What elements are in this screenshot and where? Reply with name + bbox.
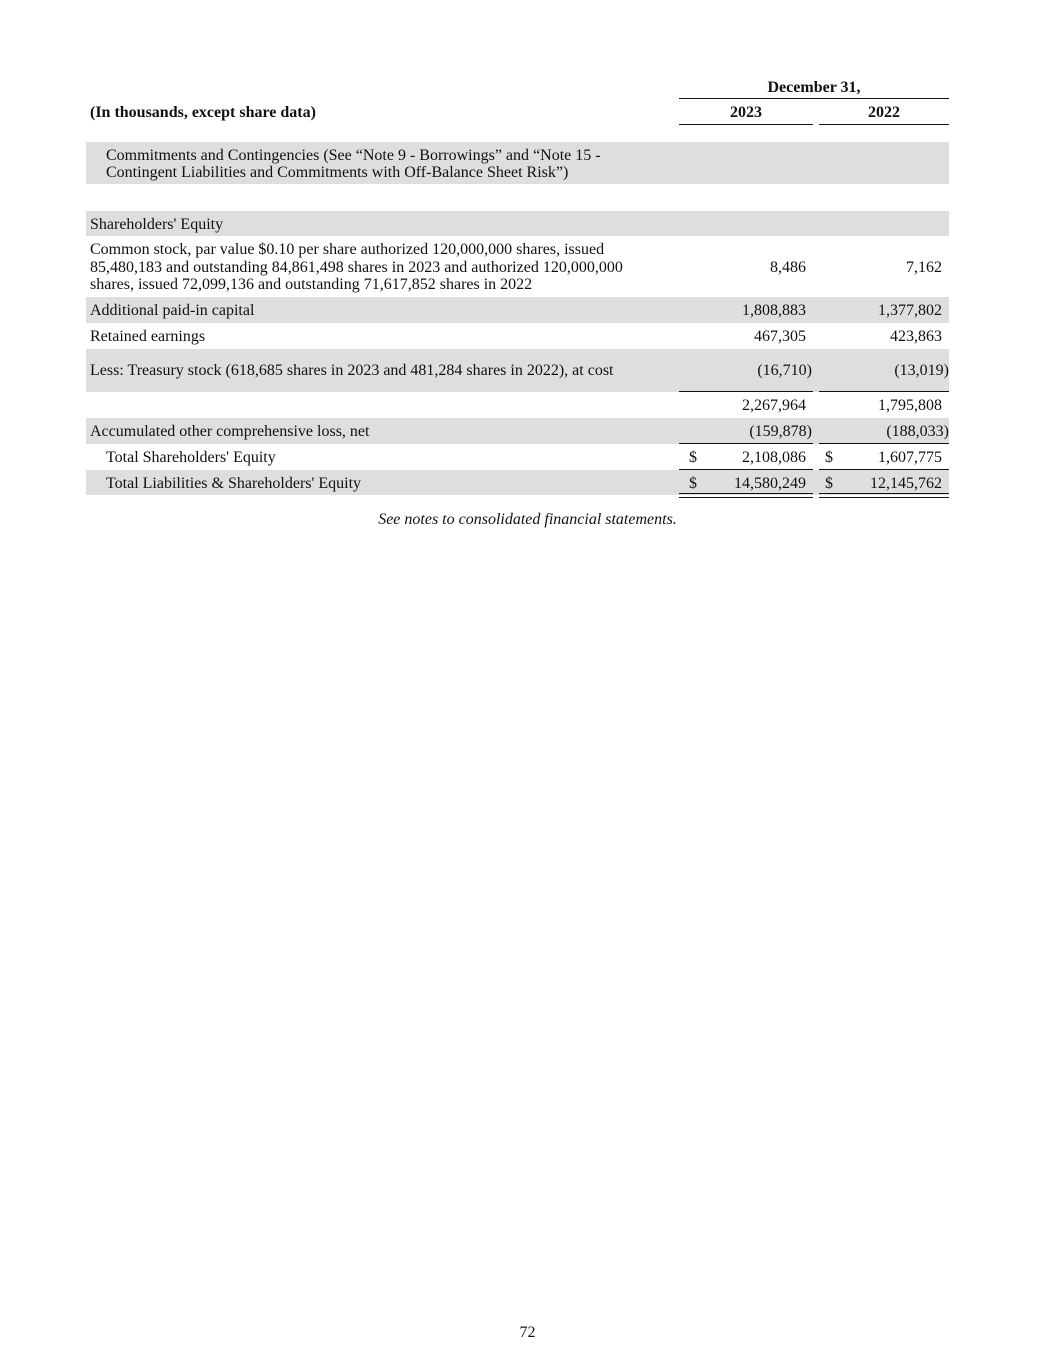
total-double-rule-2023 xyxy=(679,493,813,498)
header-rule xyxy=(679,98,949,99)
total-liab-equity-2023: 14,580,249 xyxy=(734,475,806,492)
treasury-label: Less: Treasury stock (618,685 shares in 2023 and 481,284 shares in 2022), at cost xyxy=(90,362,614,379)
total-top-rule-2022 xyxy=(819,469,949,470)
retained-2023: 467,305 xyxy=(754,328,806,345)
common-stock-2022: 7,162 xyxy=(906,259,942,276)
total-liab-equity-currency-2023: $ xyxy=(689,475,697,492)
aoci-2022: (188,033) xyxy=(886,423,949,440)
common-stock-line-3: shares, issued 72,099,136 and outstanding 71,617,852 shares in 2022 xyxy=(90,276,533,293)
year-2023-header: 2023 xyxy=(730,104,762,121)
total-equity-currency-2023: $ xyxy=(689,449,697,466)
year-2022-header: 2022 xyxy=(868,104,900,121)
commitments-line-2: Contingent Liabilities and Commitments with Off-Balance Sheet Risk”) xyxy=(106,164,569,181)
apic-label: Additional paid-in capital xyxy=(90,302,255,319)
treasury-rule-2023 xyxy=(679,391,813,392)
total-equity-2023: 2,108,086 xyxy=(742,449,806,466)
common-stock-2023: 8,486 xyxy=(770,259,806,276)
total-double-rule-2022 xyxy=(819,493,949,498)
total-liab-equity-label: Total Liabilities & Shareholders' Equity xyxy=(106,475,362,492)
total-liab-equity-2022: 12,145,762 xyxy=(870,475,942,492)
apic-2022: 1,377,802 xyxy=(878,302,942,319)
common-stock-line-2: 85,480,183 and outstanding 84,861,498 shares in 2023 and authorized 120,000,000 xyxy=(90,259,623,276)
retained-label: Retained earnings xyxy=(90,328,206,345)
subtotal-2023: 2,267,964 xyxy=(742,397,806,414)
period-header: December 31, xyxy=(767,79,861,96)
retained-2022: 423,863 xyxy=(890,328,942,345)
year-2023-rule xyxy=(679,124,813,125)
total-top-rule-2023 xyxy=(679,469,813,470)
treasury-rule-2022 xyxy=(819,391,949,392)
treasury-2022: (13,019) xyxy=(894,362,949,379)
treasury-2023: (16,710) xyxy=(757,362,812,379)
aoci-rule-2022 xyxy=(819,443,949,444)
equity-heading: Shareholders' Equity xyxy=(90,216,224,233)
common-stock-line-1: Common stock, par value $0.10 per share authorized 120,000,000 shares, issued xyxy=(90,241,605,258)
aoci-rule-2023 xyxy=(679,443,813,444)
aoci-2023: (159,878) xyxy=(749,423,812,440)
total-equity-2022: 1,607,775 xyxy=(878,449,942,466)
total-equity-currency-2022: $ xyxy=(825,449,833,466)
total-liab-equity-currency-2022: $ xyxy=(825,475,833,492)
year-2022-rule xyxy=(819,124,949,125)
footnote: See notes to consolidated financial statements. xyxy=(378,511,677,528)
aoci-label: Accumulated other comprehensive loss, net xyxy=(90,423,370,440)
apic-2023: 1,808,883 xyxy=(742,302,806,319)
subtotal-2022: 1,795,808 xyxy=(878,397,942,414)
page-number: 72 xyxy=(519,1324,536,1341)
commitments-line-1: Commitments and Contingencies (See “Note 9 - Borrowings” and “Note 15 - xyxy=(106,147,601,164)
units-label: (In thousands, except share data) xyxy=(90,104,316,121)
total-equity-label: Total Shareholders' Equity xyxy=(106,449,276,466)
